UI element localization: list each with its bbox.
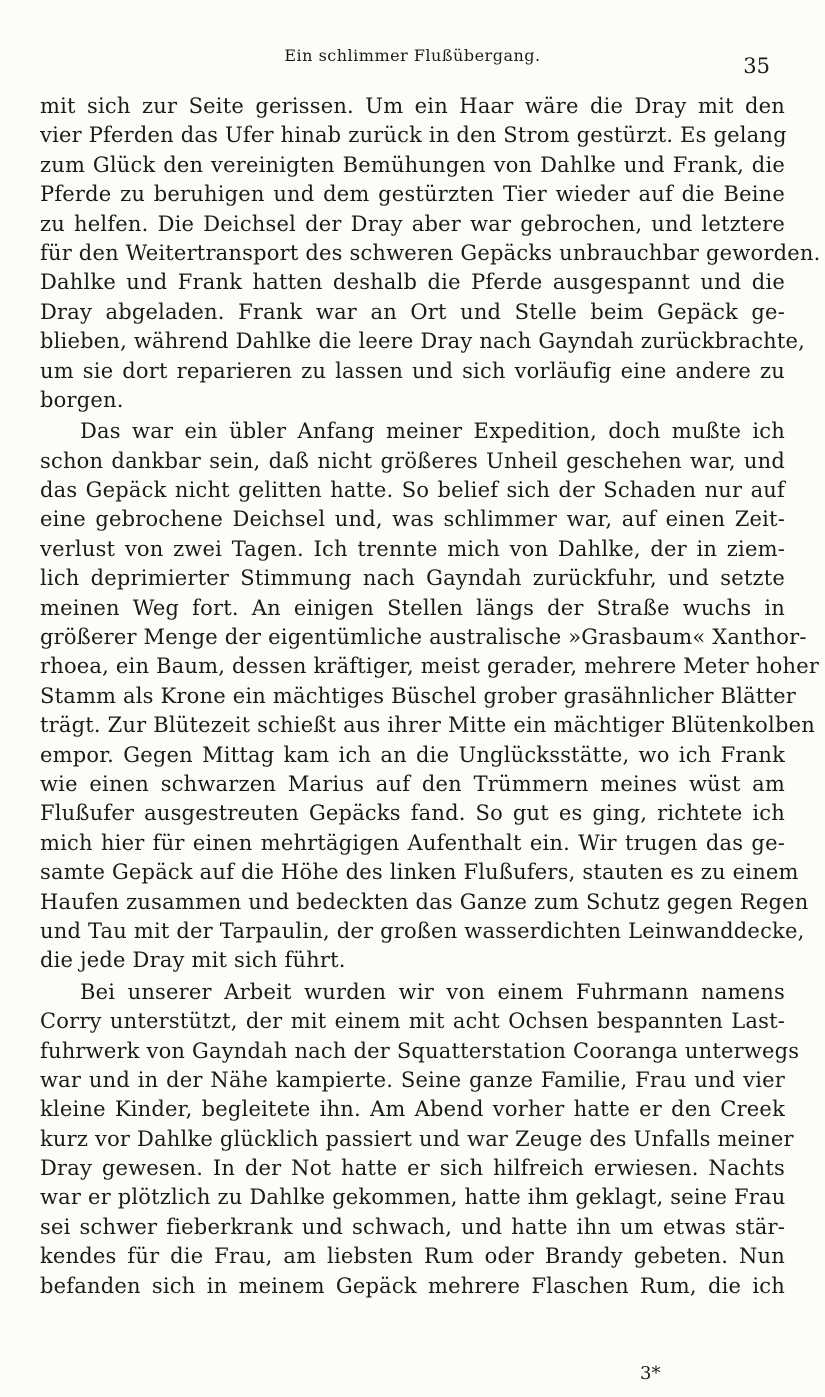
text-line: Dahlke und Frank hatten deshalb die Pferde ausgespannt und die [40,270,785,295]
paragraph [40,978,800,1301]
text-line: borgen. [40,387,124,412]
text-line: eine gebrochene Deichsel und, was schlimmer war, auf einen Zeit- [40,507,785,532]
text-line: Stamm als Krone ein mächtiges Büschel grober grasähnlicher Blätter [40,683,797,708]
text-line: zum Glück den vereinigten Bemühungen von Dahlke und Frank, die [40,152,785,177]
text-line: die jede Dray mit sich führt. [40,948,346,973]
text-line: sei schwer fieberkrank und schwach, und hatte ihn um etwas stär- [40,1214,785,1239]
text-line: Dray gewesen. In der Not hatte er sich hilfreich erwiesen. Nachts [40,1156,785,1181]
text-line: lich deprimierter Stimmung nach Gayndah zurückfuhr, und setzte [40,566,785,591]
text-line: kendes für die Frau, am liebsten Rum oder Brandy gebeten. Nun [40,1244,785,1269]
text-line: größerer Menge der eigentümliche australische »Grasbaum« Xanthor- [40,625,807,650]
text-line: fuhrwerk von Gayndah nach der Squatterstation Cooranga unterwegs [40,1038,800,1063]
text-line: rhoea, ein Baum, dessen kräftiger, meist gerader, mehrere Meter hoher [40,654,820,679]
paragraph [40,92,821,415]
text-line: befanden sich in meinem Gepäck mehrere Flaschen Rum, die ich [40,1273,785,1298]
text-line: Corry unterstützt, der mit einem mit acht Ochsen bespannten Last- [40,1009,785,1034]
text-line: Haufen zusammen und bedeckten das Ganze zum Schutz gegen Regen [40,889,809,914]
text-line: das Gepäck nicht gelitten hatte. So belief sich der Schaden nur auf [40,478,785,503]
text-line: zu helfen. Die Deichsel der Dray aber war gebrochen, und letztere [40,211,785,236]
text-line: mich hier für einen mehrtägigen Aufenthalt ein. Wir trugen das ge- [40,830,785,855]
text-line: blieben, während Dahlke die leere Dray nach Gayndah zurückbrachte, [40,329,806,354]
running-head: Ein schlimmer Flußübergang. [284,46,541,65]
text-line: Das war ein übler Anfang meiner Expedition, doch mußte ich [80,419,785,444]
text-line: war er plötzlich zu Dahlke gekommen, hatte ihm geklagt, seine Frau [40,1185,786,1210]
text-line: schon dankbar sein, daß nicht größeres Unheil geschehen war, und [40,448,785,473]
paragraph [40,417,820,975]
signature-mark: 3* [640,1363,661,1384]
text-line: empor. Gegen Mittag kam ich an die Unglücksstätte, wo ich Frank [40,742,785,767]
text-line: samte Gepäck auf die Höhe des linken Flußufers, stauten es zu einem [40,860,799,885]
text-line: für den Weitertransport des schweren Gepäcks unbrauchbar geworden. [40,240,821,265]
text-line: Dray abgeladen. Frank war an Ort und Stelle beim Gepäck ge- [40,299,785,324]
text-line: Pferde zu beruhigen und dem gestürzten Tier wieder auf die Beine [40,182,785,207]
text-line: Flußufer ausgestreuten Gepäcks fand. So gut es ging, richtete ich [40,801,785,826]
text-line: meinen Weg fort. An einigen Stellen längs der Straße wuchs in [40,595,785,620]
text-line: und Tau mit der Tarpaulin, der großen wasserdichten Leinwanddecke, [40,918,805,943]
text-line: trägt. Zur Blütezeit schießt aus ihrer Mitte ein mächtiger Blütenkolben [40,713,815,738]
text-line: verlust von zwei Tagen. Ich trennte mich von Dahlke, der in ziem- [40,536,785,561]
text-line: um sie dort reparieren zu lassen und sich vorläufig eine andere zu [40,358,785,383]
text-line: mit sich zur Seite gerissen. Um ein Haar wäre die Dray mit den [40,94,785,118]
text-line: vier Pferden das Ufer hinab zurück in den Strom gestürzt. Es gelang [40,123,787,148]
text-line: Bei unserer Arbeit wurden wir von einem Fuhrmann namens [80,979,785,1004]
page-number: 35 [743,54,770,78]
text-line: wie einen schwarzen Marius auf den Trümmern meines wüst am [40,771,785,796]
text-line: war und in der Nähe kampierte. Seine ganze Familie, Frau und vier [40,1067,785,1092]
text-line: kurz vor Dahlke glücklich passiert und war Zeuge des Unfalls meiner [40,1126,794,1151]
body-text [40,92,821,1301]
text-line: kleine Kinder, begleitete ihn. Am Abend vorher hatte er den Creek [40,1097,785,1122]
